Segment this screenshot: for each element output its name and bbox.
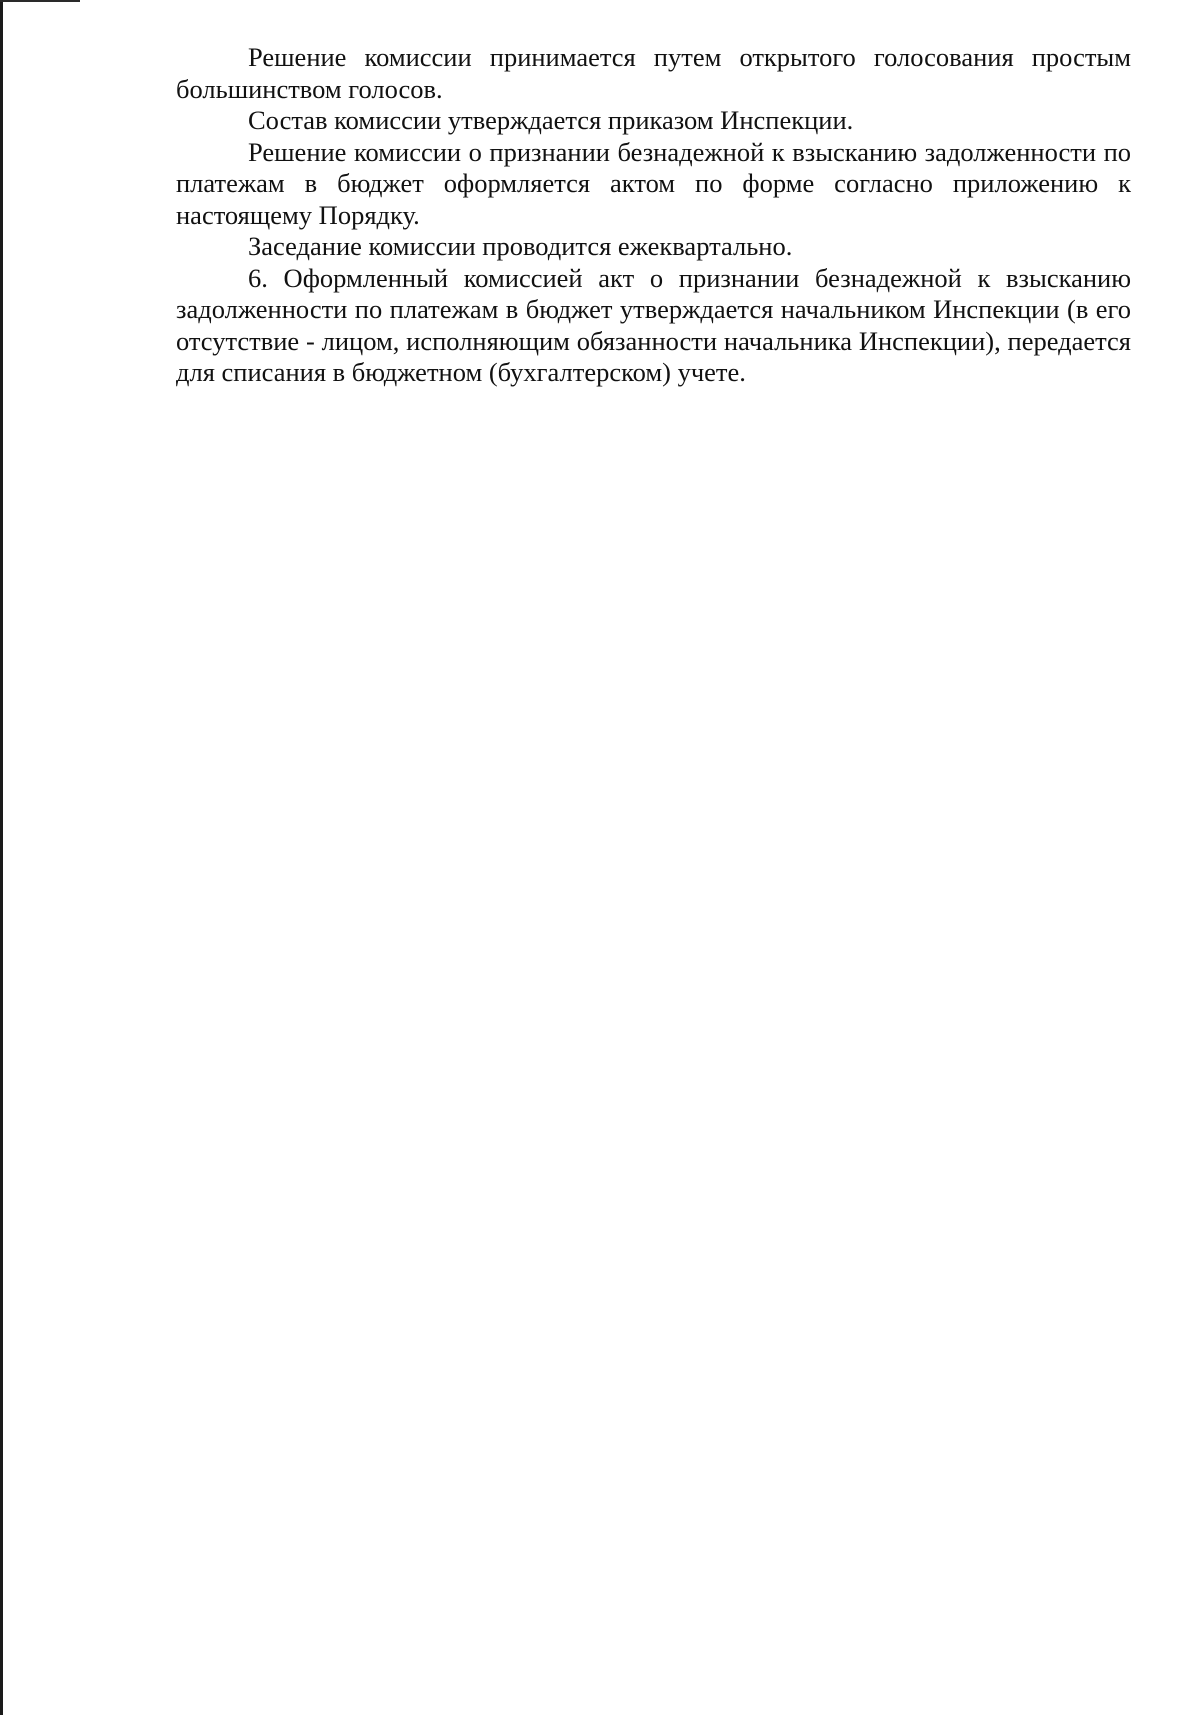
- paragraph-meeting-frequency: Заседание комиссии проводится ежеквартально.: [248, 231, 793, 261]
- paragraph-voting: Решение комиссии принимается путем открытого голосования простым большинством голосов.: [176, 42, 1131, 104]
- scan-edge-top: [0, 0, 80, 2]
- scan-edge-left: [0, 0, 3, 1715]
- document-page: [176, 42, 1131, 389]
- paragraph-composition: Состав комиссии утверждается приказом Инспекции.: [248, 105, 854, 135]
- paragraph-act-form: Решение комиссии о признании безнадежной к взысканию задолженности по платежам в бюджет оформляется актом по форме согласно приложению к настоящему Порядку.: [176, 136, 1131, 230]
- paragraph-item-6: 6. Оформленный комиссией акт о признании безнадежной к взысканию задолженности по платежам в бюджет утверждается начальником Инспекции (в его отсутствие - лицом, исполняющим обязанности начальника Инспекции), передается для списания в бюджетном (бухгалтерском) учете.: [176, 262, 1131, 387]
